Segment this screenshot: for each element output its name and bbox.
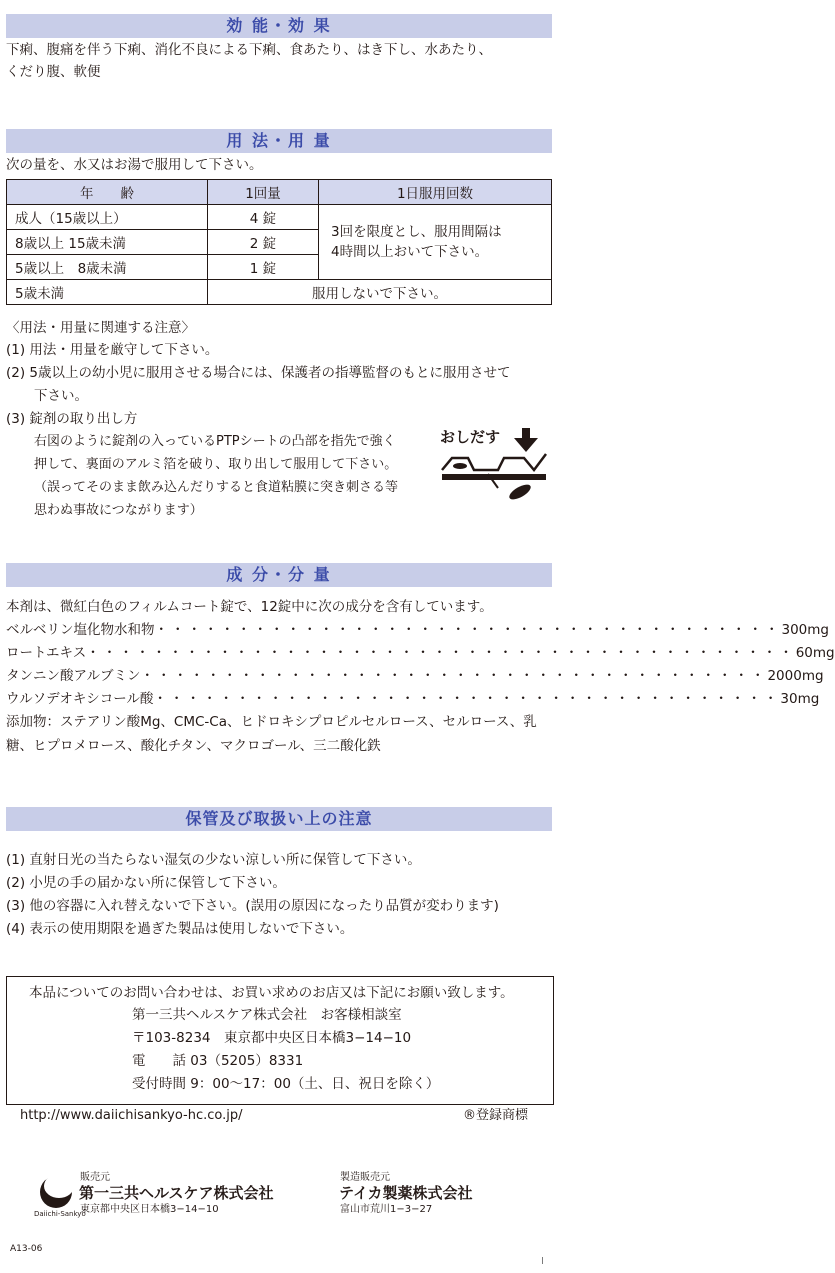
dosage-intro: 次の量を、水又はお湯で服用して下さい。 xyxy=(6,157,263,173)
website-link[interactable]: http://www.daiichisankyo-hc.co.jp/ xyxy=(20,1108,243,1123)
dosage-note-3-line-1: 右図のように錠剤の入っているPTPシートの凸部を指先で強く xyxy=(34,434,396,449)
contact-line-5: 受付時間 9：00〜17：00（土、日、祝日を除く） xyxy=(132,1076,440,1092)
ingredients-intro: 本剤は、微紅白色のフィルムコート錠で、12錠中に次の成分を含有しています。 xyxy=(6,599,493,615)
dosage-frequency-line-1: 3回を限度とし、服用間隔は xyxy=(331,224,502,240)
contact-box xyxy=(6,976,554,1105)
page-marker: I xyxy=(541,1256,544,1267)
dosage-table-dose-8to15: 2 錠 xyxy=(208,230,319,255)
ingredient-name: ウルソデオキシコール酸 xyxy=(6,691,154,707)
dosage-note-2: (2) 5歳以上の幼小児に服用させる場合には、保護者の指導監督のもとに服用させて xyxy=(6,365,511,381)
ingredient-amount: 2000mg xyxy=(767,668,824,684)
dosage-note-3-line-4: 思わぬ事故につながります） xyxy=(34,503,203,518)
dosage-note-3: (3) 錠剤の取り出し方 xyxy=(6,411,138,427)
dosage-table-frequency xyxy=(319,205,552,280)
dosage-table-dose-under5: 服用しないで下さい。 xyxy=(208,280,552,305)
dosage-table-age-5to8: 5歳以上 8歳未満 xyxy=(7,255,208,280)
document-code: A13-06 xyxy=(10,1244,43,1254)
contact-line-4: 電 話 03（5205）8331 xyxy=(132,1053,304,1069)
dosage-table-header-age: 年 齢 xyxy=(7,180,208,205)
dosage-table-header-dose: 1回量 xyxy=(208,180,319,205)
daiichi-sankyo-logo-icon xyxy=(40,1176,72,1208)
ingredient-amount: 60mg xyxy=(795,645,835,661)
additives-line-2: 糖、ヒプロメロース、酸化チタン、マクロゴール、三二酸化鉄 xyxy=(6,738,381,754)
manufacturer-role: 製造販売元 xyxy=(340,1172,390,1183)
seller-role: 販売元 xyxy=(80,1172,110,1183)
manufacturer-name: テイカ製薬株式会社 xyxy=(339,1184,473,1202)
storage-header: 保管及び取扱い上の注意 xyxy=(6,807,552,831)
seller-address: 東京都中央区日本橋3−14−10 xyxy=(80,1204,219,1215)
contact-line-2: 第一三共ヘルスケア株式会社 お客様相談室 xyxy=(132,1007,402,1023)
seller-logo-text: Daiichi-Sankyo xyxy=(34,1210,86,1218)
ptp-press-icon xyxy=(438,424,552,500)
dosage-table-header-frequency: 1日服用回数 xyxy=(319,180,552,205)
ingredient-amount: 30mg xyxy=(780,691,820,707)
contact-line-3: 〒103-8234 東京都中央区日本橋3−14−10 xyxy=(132,1030,412,1046)
ingredient-row: ベルベリン塩化物水和物 ・・・・・・・・・・・・・・・・・・・・・・・・・・・・・・・・・・・・・・ 300mg xyxy=(6,622,829,638)
trademark-note: ®登録商標 xyxy=(463,1108,529,1123)
efficacy-text-line-2: くだり腹、軟便 xyxy=(6,64,101,80)
dosage-note-3-line-3: （誤ってそのまま飲み込んだりすると食道粘膜に突き刺さる等 xyxy=(34,480,399,495)
dosage-table-age-8to15: 8歳以上 15歳未満 xyxy=(7,230,208,255)
manufacturer-address: 富山市荒川1−3−27 xyxy=(340,1204,433,1215)
ingredient-amount: 300mg xyxy=(781,622,829,638)
dosage-table-age-under5: 5歳未満 xyxy=(7,280,208,305)
storage-item-1: (1) 直射日光の当たらない湿気の少ない涼しい所に保管して下さい。 xyxy=(6,852,421,868)
ingredient-row: ロートエキス ・・・・・・・・・・・・・・・・・・・・・・・・・・・・・・・・・・・・・・・・・・・ 60mg xyxy=(6,645,835,661)
seller-name: 第一三共ヘルスケア株式会社 xyxy=(79,1184,274,1202)
ingredient-row: ウルソデオキシコール酸 ・・・・・・・・・・・・・・・・・・・・・・・・・・・・・・・・・・・・・・ 30mg xyxy=(6,691,820,707)
ingredients-header: 成 分・分 量 xyxy=(6,563,552,587)
dosage-note-3-line-2: 押して、裏面のアルミ箔を破り、取り出して服用して下さい。 xyxy=(34,457,398,472)
dosage-table-dose-5to8: 1 錠 xyxy=(208,255,319,280)
dosage-table-dose-adult: 4 錠 xyxy=(208,205,319,230)
storage-item-4: (4) 表示の使用期限を過ぎた製品は使用しないで下さい。 xyxy=(6,921,354,937)
dosage-notes-title: 〈用法・用量に関連する注意〉 xyxy=(6,320,195,336)
efficacy-text-line-1: 下痢、腹痛を伴う下痢、消化不良による下痢、食あたり、はき下し、水あたり、 xyxy=(6,42,492,58)
storage-item-2: (2) 小児の手の届かない所に保管して下さい。 xyxy=(6,875,286,891)
storage-item-3: (3) 他の容器に入れ替えないで下さい。(誤用の原因になったり品質が変わります) xyxy=(6,898,499,914)
ingredient-name: ロートエキス xyxy=(6,645,87,661)
dosage-note-2-cont: 下さい。 xyxy=(34,388,88,404)
dosage-table-age-adult: 成人（15歳以上） xyxy=(7,205,208,230)
efficacy-header: 効 能・効 果 xyxy=(6,14,552,38)
ingredient-name: ベルベリン塩化物水和物 xyxy=(6,622,155,638)
dosage-header: 用 法・用 量 xyxy=(6,129,552,153)
ingredient-row: タンニン酸アルブミン ・・・・・・・・・・・・・・・・・・・・・・・・・・・・・・・・・・・・・・ 2000mg xyxy=(6,668,824,684)
dosage-frequency-line-2: 4時間以上おいて下さい。 xyxy=(331,244,489,260)
dosage-note-1: (1) 用法・用量を厳守して下さい。 xyxy=(6,342,219,358)
illustration-label: おしだす xyxy=(440,428,501,446)
dosage-table xyxy=(6,179,552,305)
additives-line-1: 添加物：ステアリン酸Mg、CMC-Ca、ヒドロキシプロピルセルロース、セルロース、乳 xyxy=(6,714,537,730)
ptp-illustration xyxy=(438,424,552,500)
ingredient-name: タンニン酸アルブミン xyxy=(6,668,141,684)
contact-line-1: 本品についてのお問い合わせは、お買い求めのお店又は下記にお願い致します。 xyxy=(29,985,514,1001)
